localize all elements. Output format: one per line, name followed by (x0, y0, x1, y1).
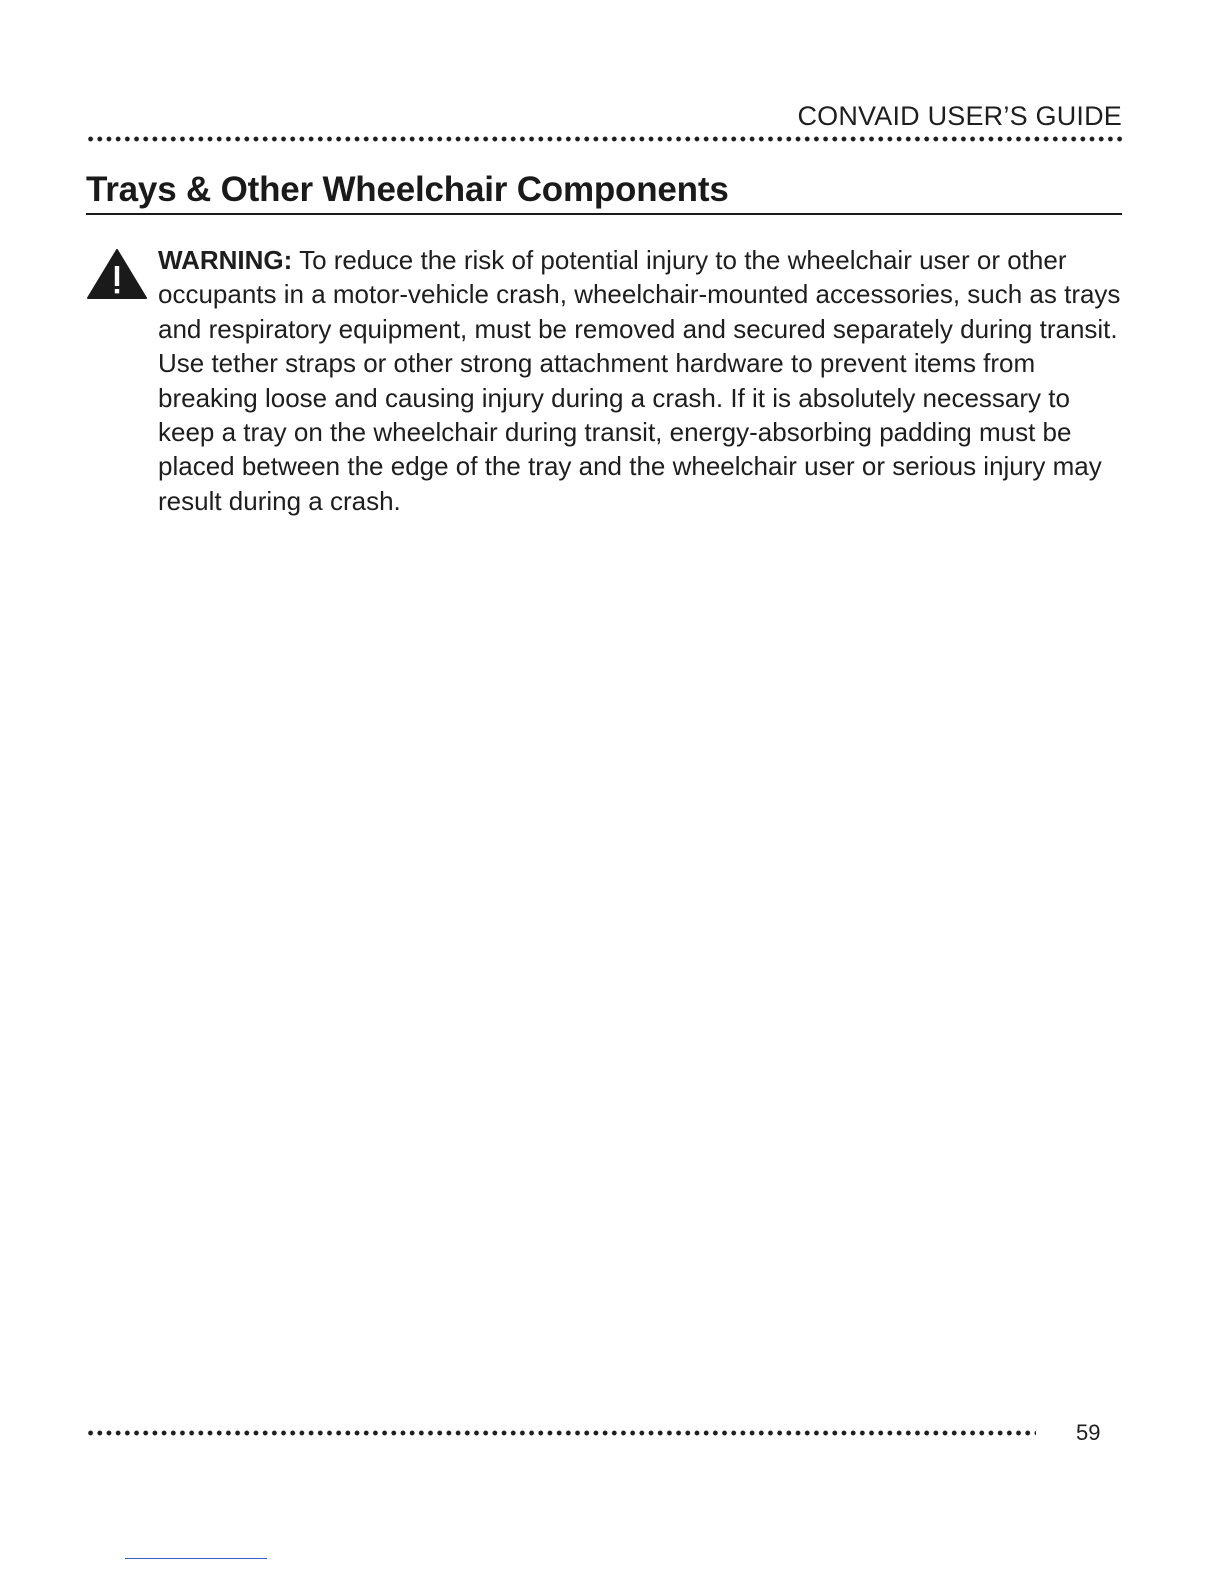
page-number: 59 (1076, 1420, 1101, 1445)
running-header: CONVAID USER’S GUIDE (797, 101, 1122, 131)
warning-triangle-icon (86, 248, 148, 300)
warning-body: To reduce the risk of potential injury to the wheelchair user or other occupants in a motor-vehicle crash, wheelchair-mounted accessories, such as trays and respiratory equipment, must be removed and secured separately during transit. Use tether straps or other strong attachment hardware to prevent items from breaking loose and causing injury during a crash. If it is absolutely necessary to keep a tray on the wheelchair during transit, energy-absorbing padding must be placed between the edge of the tray and the wheelchair user or serious injury may result during a crash. (158, 245, 1121, 516)
warning-label: WARNING: (158, 245, 293, 275)
section-title: Trays & Other Wheelchair Components (86, 170, 729, 209)
footer-dotted-rule (86, 1430, 1036, 1436)
title-underline-rule (86, 213, 1122, 215)
header-dotted-rule (86, 136, 1124, 142)
warning-paragraph (158, 243, 1124, 518)
footer-link-underline (125, 1558, 267, 1559)
